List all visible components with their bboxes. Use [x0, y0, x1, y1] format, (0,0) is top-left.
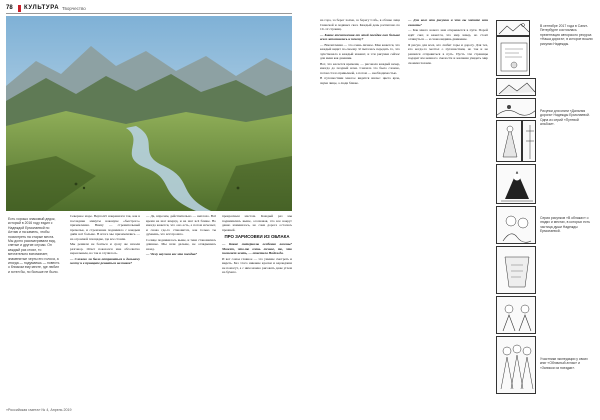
paragraph: Я рисую для всех, кто любит горы и дорогу. Для тех, кто когда-то мечтал о путешествии, но так и не решился отправиться в путь. Пусть эти страницы подарят им немного смелости и желания увидеть мир своими глазами.: [408, 42, 488, 65]
paragraph: — Как много нового нам открывается в пути. Порой идёт снег, и кажется, что мир замер, но стоит оглянуться — и снова видишь движение.: [408, 27, 488, 42]
mountain-valley-image: [6, 16, 292, 211]
paragraph: Северное море. Вертолёт накренился так, как в последние минуты накануне «быстрого» приземления. Внизу — стремительный промельк, и стремление поднимало с каждым днём всё больше. В итоге мы приземлились — на огромной площадке, где все стояли.: [70, 214, 140, 241]
illustration-panel: [496, 336, 536, 394]
paragraph: — Да, впрочем, действительно — неплохо. Всё время на шаг вперёд, и на шаг всё ближе. Но иногда кажется, что оно есть, а потом исчезает, и снова где-то становится, как только ты думаешь, что всё прошло.: [146, 214, 216, 237]
article-column-2: [146, 214, 216, 258]
illustration-caption: В сентябре 2017 года в Санкт-Петербурге состоялась презентация авторского ресурса «Наша дорога», в которое вошли рисунки Надежды.: [540, 24, 593, 46]
article-column-1: [70, 214, 140, 267]
question-heading: — Какие материалы особенно важны? Может, что-то очень личное, то, что помогает жить, — ответила Надежда.: [222, 242, 292, 256]
illustration-panel: [496, 98, 536, 118]
rubric-label: Творчество: [62, 6, 86, 11]
photo-caption-left: Есть хорошо знакомый дедок, который в 2016 году ездил с Надеждой Ермолаевой по Алтаю и на камень, чтобы посмотреть на старые места. Мы долго рассматривали вид, спетые и другие случаи. Он каждый раз стоял, то мечтательно вспоминает, знаменитые черты его голоса, а иногда — подумаешь — повесть о близком ему месте, где любил и хотел бы, но больше не было.: [8, 217, 60, 274]
article-column-3: [222, 214, 292, 276]
page-number: 78: [6, 5, 13, 11]
illustration-panel: [522, 120, 536, 162]
subheading: ПРО ЗАРИСОВКИ ИЗ ОБЛАКА: [224, 234, 290, 240]
paragraph: — Впечатления — это очень личное. Мне кажется, что каждый видит по-своему. Я пыталась передать то, что чувствовала в каждый момент, и эти рисунки сейчас для меня как дневник.: [320, 42, 400, 61]
question-heading: — Для кого эти рисунки и что вы хотите ими сказать?: [408, 18, 488, 27]
paragraph: И вот самое главное — это умение смотреть и видеть. Без этого никакие краски и карандаши не помогут, а с ним можно рисовать даже углем на бумаге.: [222, 256, 292, 275]
illustration-panel: [496, 206, 536, 244]
page-footer: «Российская газета» № 4, Апрель 2019: [6, 408, 72, 412]
illustration-panel: [496, 246, 536, 294]
question-heading: — Чему научила вас эта поездка?: [146, 252, 197, 257]
illustration-panel: [496, 20, 530, 36]
landscape-photo: [6, 16, 292, 211]
illustration-caption: Серия рисунков «В облаках» о людях и местах, в которых есть частица души Надежды Ермолаевой.: [540, 216, 590, 234]
paragraph: В путешествии многое видится иначе: цвета ярче, звуки чище, а люди ближе.: [320, 76, 400, 85]
section-title: КУЛЬТУРА: [24, 5, 60, 11]
paragraph: Вот, что касается времени, — рисовала каждый вечер, иногда до поздней ночи. Сначала это было сложно, потом стало привычкой, а потом — необходимостью.: [320, 61, 400, 75]
section-marker: [18, 5, 21, 12]
article-column-5: [408, 18, 488, 66]
illustration-panel: [496, 78, 536, 96]
illustration-caption: Участники экспедиции у своих книг «Облачный атлас» и «Записки из поездки».: [540, 357, 588, 370]
question-heading: — Сложно ли было отправиться к дальнему месту и в принципе решиться на такое?: [70, 256, 140, 266]
paragraph: прекрасным местом. Каждый раз мы поднимались выше, осознавая, что все вокруг давно изменилось, но сама дорога осталась прежней.: [222, 214, 292, 232]
illustration-panel: [496, 120, 522, 162]
question-heading: — Какие впечатления от этой поездки вам больше всего запомнились и почему?: [320, 32, 400, 42]
article-column-4: [320, 18, 400, 86]
paragraph: на гора, за берег холма, за берегу Собь, в облаке лица Сванской и ледяных скал. Каждый день расписано по 10–12 страниц.: [320, 18, 400, 32]
illustration-panel: [496, 164, 536, 204]
illustration-caption: Рисунки для книги «Дальняя дорога» Надежды Ермолаевой. Одна из серий «Путевой альбом».: [540, 109, 590, 127]
paragraph: Мы решили не бояться и сразу же начали разговор. Ответ показался мне абсолютно нереальным, но так и случилось.: [70, 242, 140, 256]
illustration-panel: [496, 296, 536, 334]
illustration-panel: [496, 36, 530, 76]
page-header: [6, 4, 292, 14]
paragraph: Солнце поднималось выше, и тени становились длиннее. Мы шли дальше, не оглядываясь назад.: [146, 237, 216, 251]
